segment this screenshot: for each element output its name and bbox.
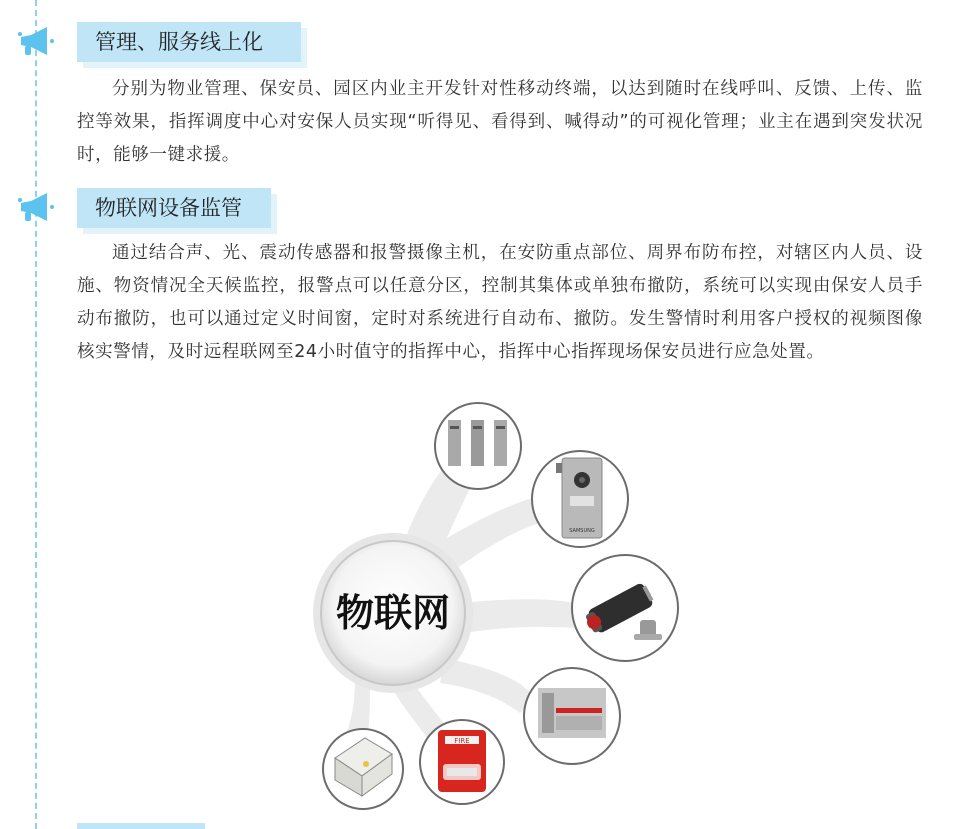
section-paragraph-iot: 通过结合声、光、震动传感器和报警摄像主机，在安防重点部位、周界布防布控，对辖区内人员、设施、物资情况全天候监控，报警点可以任意分区，控制其集体或单独布撤防，系统可以实现由保安人员手动布撤防，也可以通过定义时间窗，定时对系统进行自动布、撤防。发生警情时利用客户授权的视频图像核实警情，及时远程联网至24小时值守的指挥中心，指挥中心指挥现场保安员进行应急处置。 bbox=[77, 243, 923, 362]
next-section-title-bar bbox=[77, 823, 205, 829]
section-title-management: 管理、服务线上化 bbox=[77, 22, 301, 62]
intercom-brand-label: SAMSUNG bbox=[569, 528, 595, 534]
perimeter-fence-icon bbox=[323, 729, 403, 809]
fire-alarm-label: FIRE bbox=[454, 737, 470, 745]
iot-hub bbox=[313, 533, 473, 693]
fire-alarm-icon bbox=[420, 720, 504, 804]
timeline-dashed-line bbox=[35, 0, 37, 829]
section-paragraph-management: 分别为物业管理、保安员、园区内业主开发针对性移动终端，以达到随时在线呼叫、反馈、上传、监控等效果，指挥调度中心对安保人员实现“听得见、看得到、喊得动”的可视化管理；业主在遇到突发状况时，能够一键求援。 bbox=[77, 79, 923, 165]
security-camera-icon bbox=[572, 555, 678, 661]
iot-hub-label: 物联网 bbox=[335, 591, 451, 635]
turnstile-gates-icon bbox=[435, 403, 521, 489]
door-intercom-icon bbox=[532, 451, 628, 547]
iot-diagram bbox=[300, 398, 700, 818]
megaphone-icon bbox=[17, 190, 55, 224]
barrier-gate-icon bbox=[524, 668, 620, 764]
megaphone-icon bbox=[17, 24, 55, 58]
section-title-iot: 物联网设备监管 bbox=[77, 188, 271, 228]
